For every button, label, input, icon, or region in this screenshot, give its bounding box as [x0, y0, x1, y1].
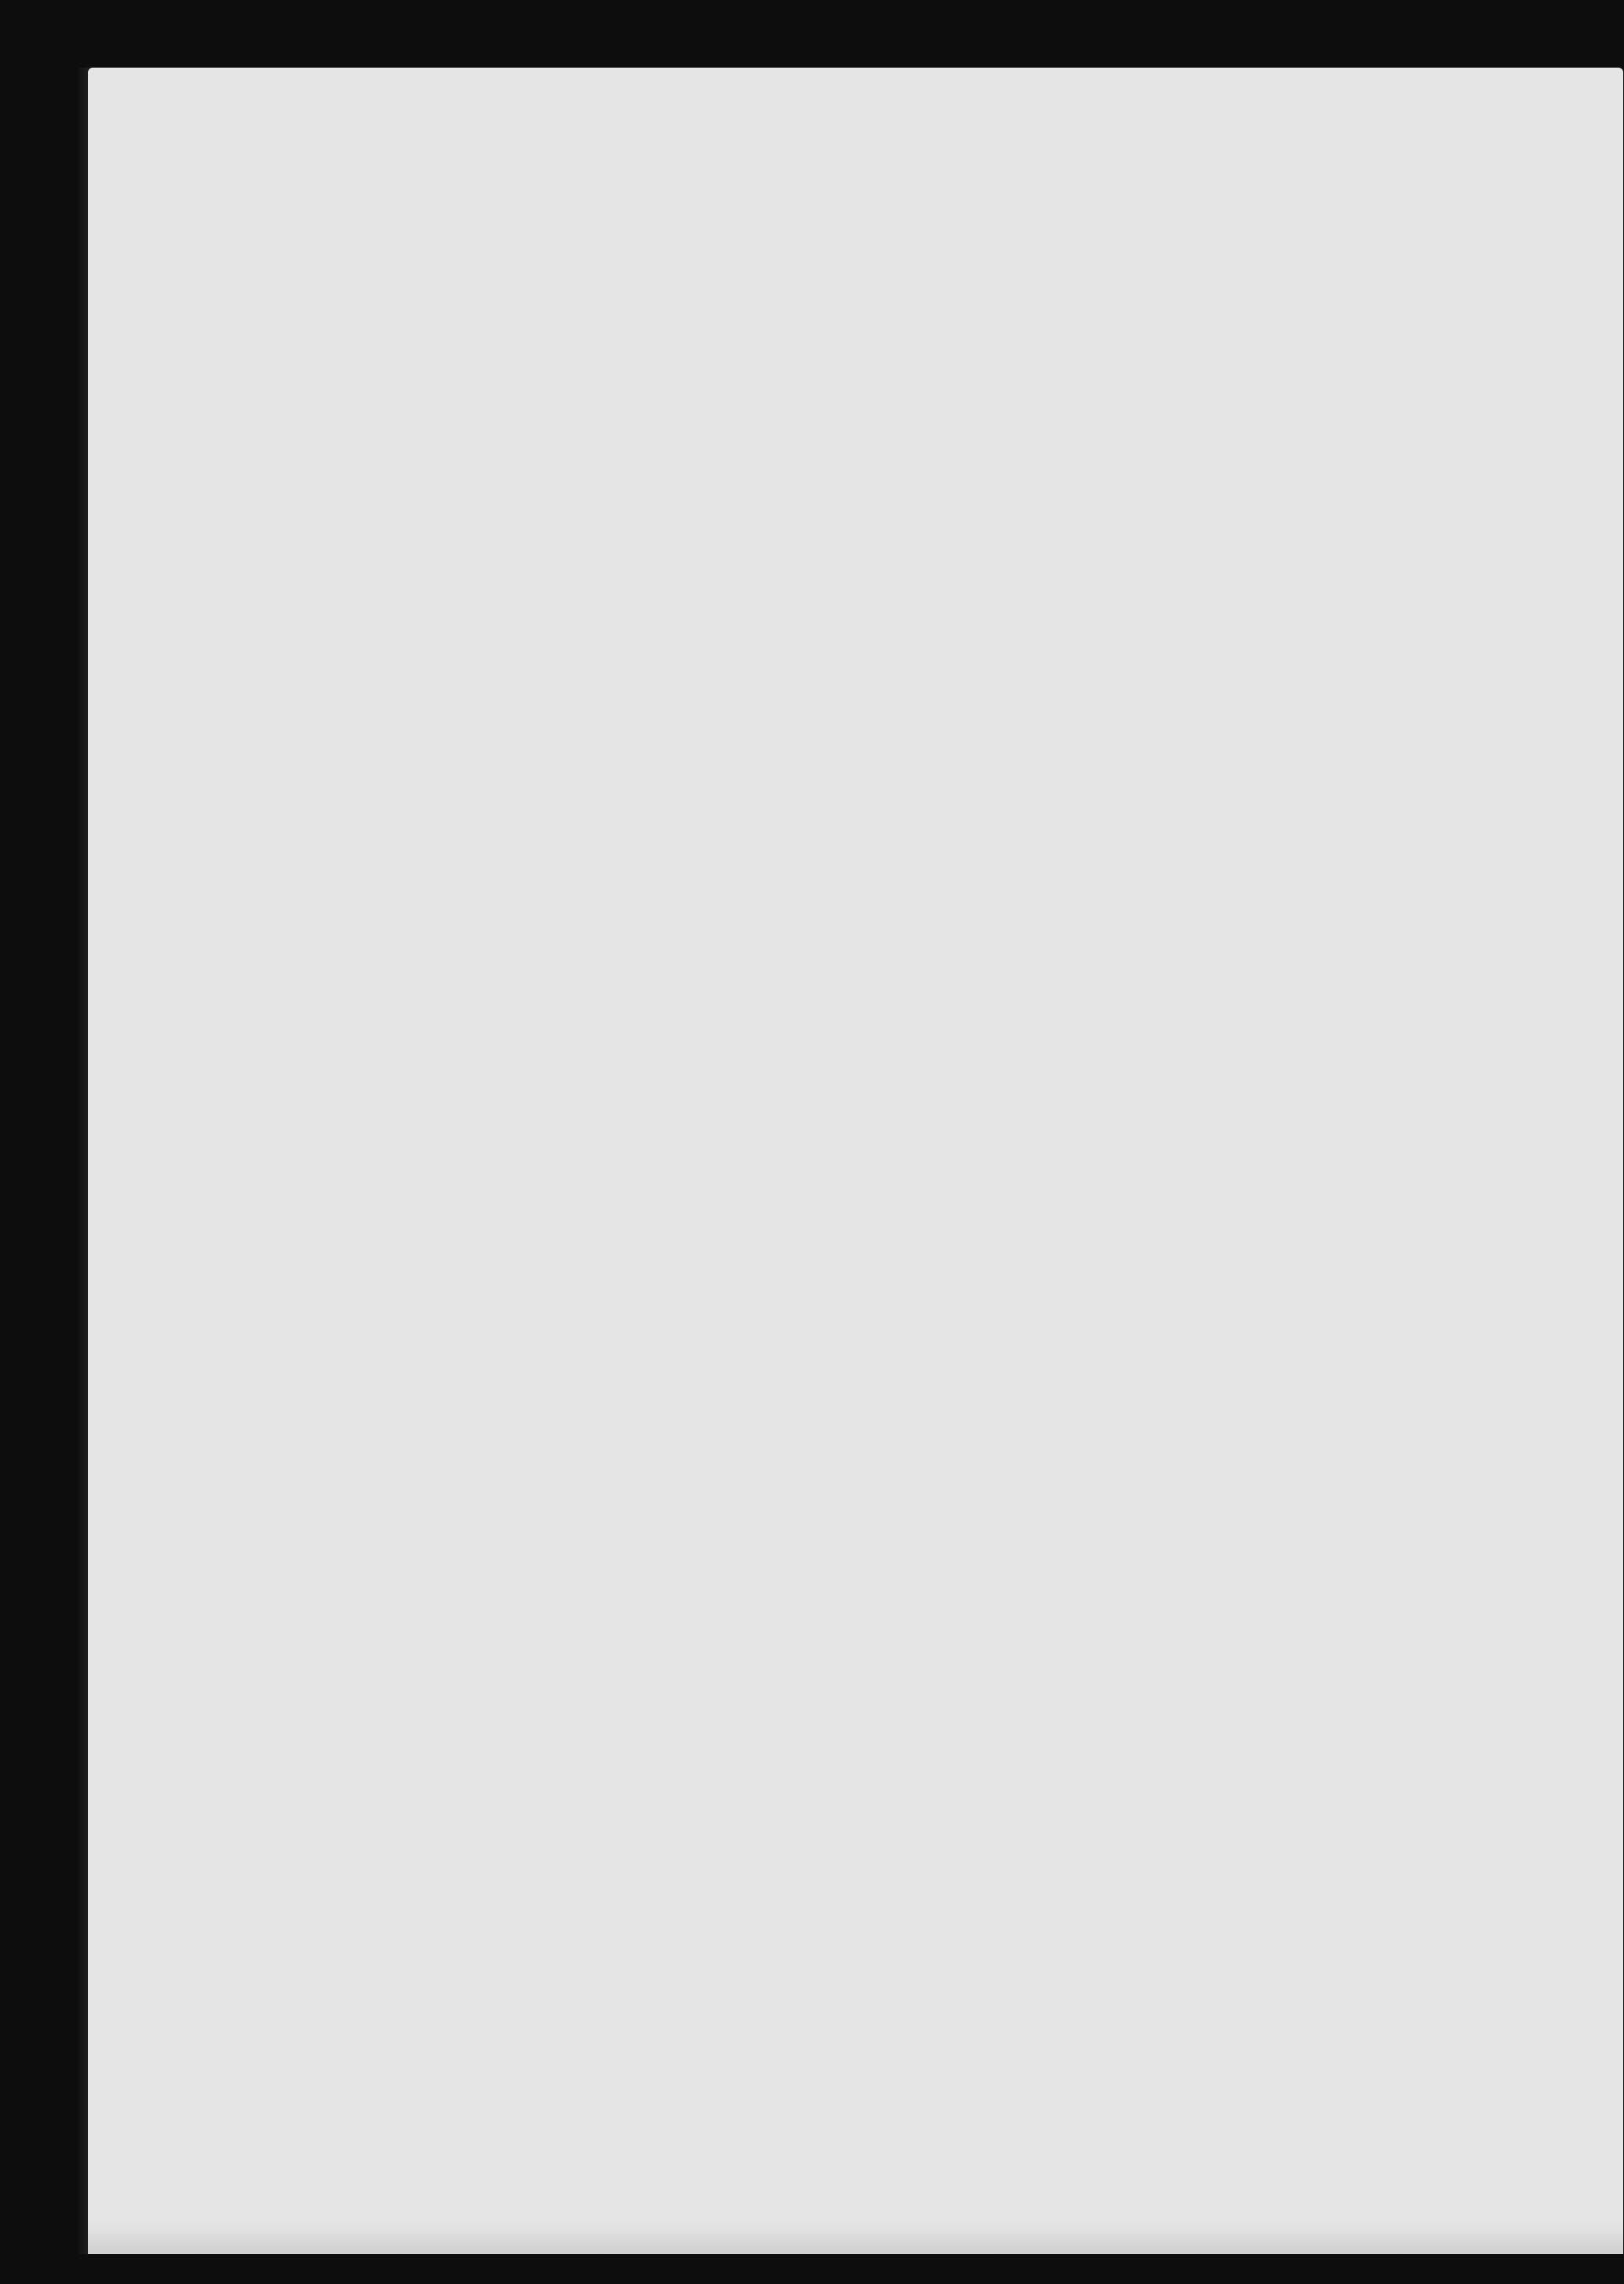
book-page	[88, 68, 1623, 2254]
